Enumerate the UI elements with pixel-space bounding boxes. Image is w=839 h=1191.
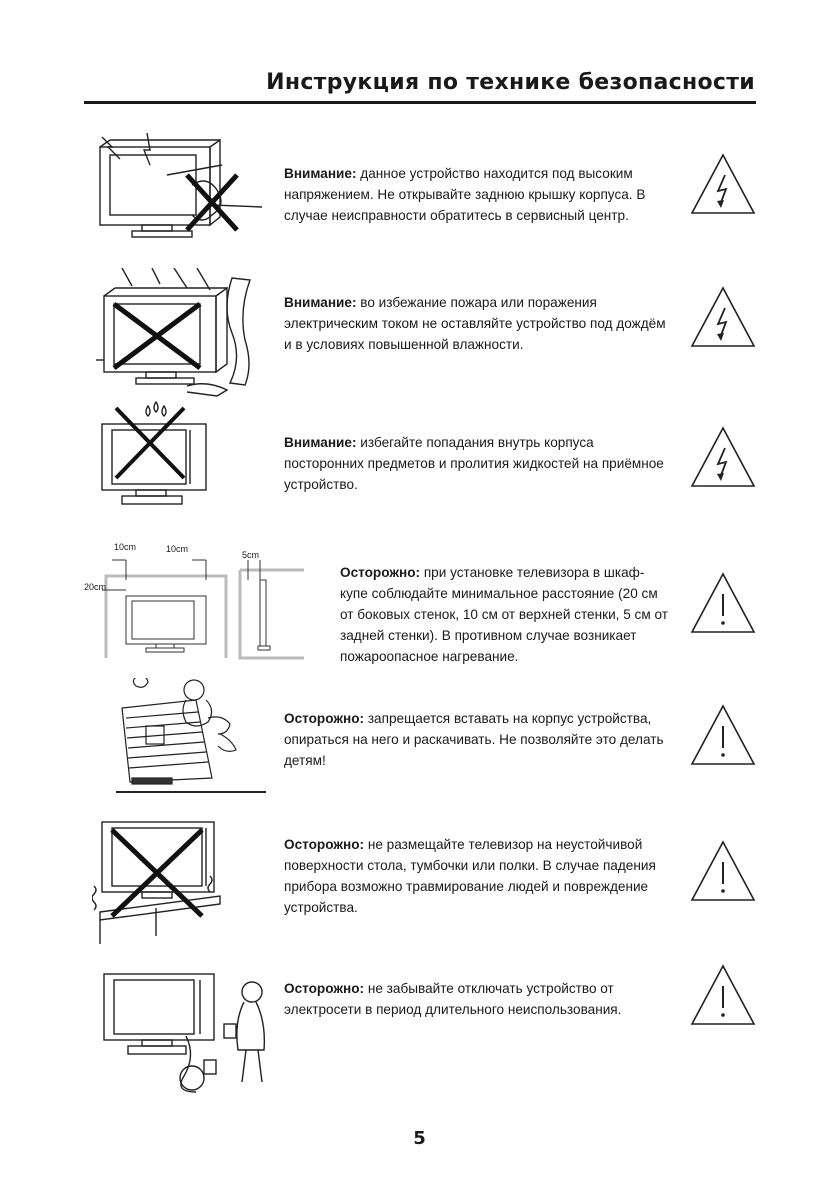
- warning-body: не размещайте телевизор на неустойчивой поверхности стола, тумбочки или полки. В случае падения прибора возможно травмирование людей и повреждение устройства.: [284, 837, 656, 915]
- warning-body: данное устройство находится под высоким напряжением. Не открывайте заднюю крышку корпуса. В случае неисправности обратитесь в сервисный центр.: [284, 166, 646, 223]
- page-title: Инструкция по технике безопасности: [266, 70, 755, 95]
- warning-text-5: [284, 708, 674, 771]
- clearance-diagram: [82, 540, 312, 662]
- warning-text-4: [340, 562, 670, 667]
- tv-unstable-surface-illustration: [92, 816, 232, 946]
- warning-body: запрещается вставать на корпус устройства, опираться на него и раскачивать. Не позволяйте это делать детям!: [284, 711, 664, 768]
- tv-unplug-illustration: [96, 966, 276, 1096]
- warning-label: Осторожно:: [284, 981, 365, 996]
- warning-body: при установке телевизора в шкаф-купе соблюдайте минимальное расстояние (20 см от боковых стенок, 10 см от верхней стенки, 5 см от задней стенки). В противном случае возникает пожароопасное нагревание.: [340, 565, 668, 664]
- warning-text-6: [284, 834, 684, 918]
- warning-text-1: [284, 163, 674, 226]
- tv-liquid-illustration: [96, 400, 216, 515]
- warning-body: во избежание пожара или поражения электрическим током не оставляйте устройство под дождём и в условиях повышенной влажности.: [284, 295, 666, 352]
- warning-body: не забывайте отключать устройство от электросети в период длительного неиспользования.: [284, 981, 622, 1017]
- warning-label: Внимание:: [284, 435, 357, 450]
- warning-label: Внимание:: [284, 166, 357, 181]
- clearance-label-top: 10cm: [166, 544, 189, 554]
- tv-open-back-illustration: [92, 125, 267, 250]
- warning-text-3: [284, 432, 674, 495]
- warning-text-7: [284, 978, 684, 1020]
- clearance-label-back: 5cm: [242, 550, 260, 560]
- lightning-warning-icon: [690, 286, 756, 348]
- exclamation-warning-icon: [690, 964, 756, 1026]
- warning-body: избегайте попадания внутрь корпуса посторонних предметов и пролития жидкостей на приёмное устройство.: [284, 435, 664, 492]
- child-climbing-tv-illustration: [116, 678, 276, 798]
- warning-label: Осторожно:: [284, 711, 365, 726]
- warning-text-2: [284, 292, 674, 355]
- warning-label: Осторожно:: [284, 837, 365, 852]
- clearance-label-side: 20cm: [84, 582, 107, 592]
- tv-rain-illustration: [92, 268, 262, 398]
- clearance-label-left: 10cm: [114, 542, 137, 552]
- exclamation-warning-icon: [690, 704, 756, 766]
- lightning-warning-icon: [690, 153, 756, 215]
- exclamation-warning-icon: [690, 840, 756, 902]
- page-number: 5: [413, 1128, 426, 1149]
- title-rule: [84, 101, 756, 104]
- warning-label: Осторожно:: [340, 565, 421, 580]
- lightning-warning-icon: [690, 426, 756, 488]
- exclamation-warning-icon: [690, 572, 756, 634]
- warning-label: Внимание:: [284, 295, 357, 310]
